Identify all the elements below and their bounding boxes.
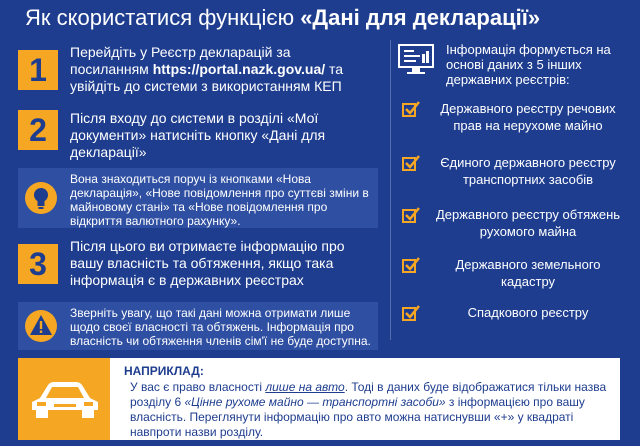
- registry-item: [402, 206, 632, 246]
- step-2-text: Після входу до системи в розділі «Мої документи» натисніть кнопку «Дані для декларації»: [70, 110, 326, 160]
- checkbox-check-icon: [402, 154, 420, 172]
- registry-item: [402, 154, 632, 194]
- monitor-document-icon: [398, 44, 434, 76]
- registry-label: Державного земельного кадастру: [455, 257, 601, 289]
- step-1-number: 1: [18, 50, 58, 90]
- registry-label: Єдиного державного реєстру транспортних засобів: [440, 155, 616, 187]
- step-3-number: 3: [18, 244, 58, 284]
- step-3-text: Після цього ви отримаєте інформацію про вашу власність та обтяження, якщо така інформація є в державних реєстрах: [70, 238, 345, 288]
- example-box: [18, 358, 620, 440]
- car-icon: [18, 358, 110, 440]
- registry-item: [402, 256, 632, 296]
- portal-link[interactable]: https://portal.nazk.gov.ua/: [152, 61, 326, 77]
- checkbox-check-icon: [402, 304, 420, 322]
- lightbulb-icon: [24, 181, 58, 215]
- checkbox-check-icon: [402, 100, 420, 118]
- registry-item: [402, 100, 632, 140]
- step-1-text: Перейдіть у Реєстр декларацій за посиланням https://portal.nazk.gov.ua/ та увійдіть до системи з використанням КЕП: [70, 44, 344, 94]
- checkbox-check-icon: [402, 206, 420, 224]
- step-2-number: 2: [18, 110, 58, 150]
- registry-label: Державного реєстру обтяжень рухомого майна: [435, 207, 621, 239]
- warning-note: [18, 302, 378, 350]
- column-divider: [390, 40, 391, 340]
- warning-text: Зверніть увагу, що такі дані можна отримати лише щодо своєї власності та обтяжень. Інформація про власність чи обтяження членів сім'ї не буде доступна.: [70, 306, 371, 348]
- tip-text: Вона знаходиться поруч із кнопками «Нова декларація», «Нове повідомлення про суттєві зміни в майновому стані» та «Нове повідомлення про відкриття валютного рахунку».: [70, 172, 369, 228]
- example-title: НАПРИКЛАД:: [124, 364, 204, 378]
- registry-label: Державного реєстру речових прав на нерухоме майно: [440, 101, 616, 133]
- warning-icon: [24, 309, 58, 343]
- registry-item: [402, 304, 632, 344]
- registry-label: Спадкового реєстру: [467, 305, 589, 320]
- checkbox-check-icon: [402, 256, 420, 274]
- example-text: У вас є право власності лише на авто. Тоді в даних буде відображатися тільки назва розділу 6 «Цінне рухоме майно — транспортні засоби» з інформацією про вашу власність. Переглянути інформацію про авто можна натиснувши «+» у квадраті навпроти назви розділу.: [130, 380, 607, 439]
- tip-note: [18, 168, 378, 228]
- page-title: Як скористатися функцією «Дані для декларації»: [0, 0, 640, 36]
- info-heading: Інформація формується на основі даних з 5 інших державних реєстрів:: [446, 42, 611, 87]
